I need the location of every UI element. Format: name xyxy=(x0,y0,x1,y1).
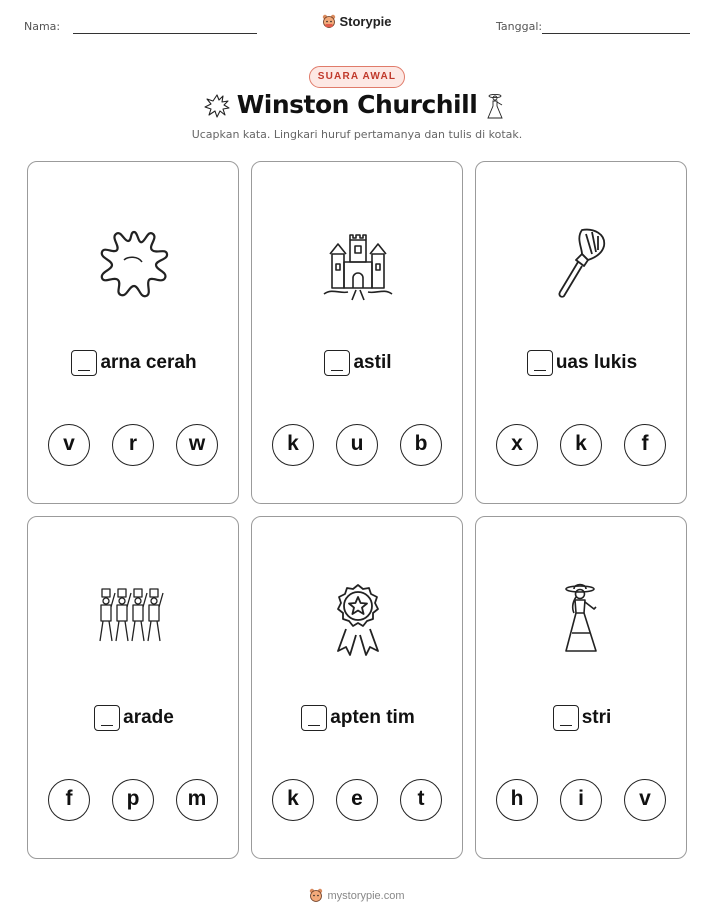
letter-choice[interactable]: k xyxy=(272,779,314,821)
letter-choice[interactable]: p xyxy=(112,779,154,821)
word-card xyxy=(475,161,687,504)
word-text: astil xyxy=(353,352,392,373)
footer-url[interactable]: mystorypie.com xyxy=(327,890,405,902)
letter-choice[interactable]: e xyxy=(336,779,378,821)
page-title: Winston Churchill xyxy=(236,90,478,119)
word-prompt xyxy=(476,350,688,376)
paintbrush-icon xyxy=(542,224,622,304)
letter-choice[interactable]: w xyxy=(176,424,218,466)
word-card xyxy=(251,161,463,504)
instructions: Ucapkan kata. Lingkari huruf pertamanya dan tulis di kotak. xyxy=(191,128,523,141)
word-prompt xyxy=(252,350,464,376)
letter-choice[interactable]: f xyxy=(48,779,90,821)
letter-choice[interactable]: i xyxy=(560,779,602,821)
word-prompt xyxy=(28,705,240,731)
name-line[interactable] xyxy=(73,33,257,34)
word-text: arade xyxy=(123,707,174,728)
answer-box[interactable] xyxy=(324,350,350,376)
brand-logo xyxy=(0,14,714,29)
lady-in-dress-icon xyxy=(483,92,507,120)
brand-name: Storypie xyxy=(339,14,392,29)
letter-choice[interactable]: v xyxy=(624,779,666,821)
word-prompt xyxy=(28,350,240,376)
category-badge: SUARA AWAL xyxy=(309,66,405,88)
storypie-logo-icon xyxy=(309,888,323,902)
word-card xyxy=(251,516,463,859)
letter-choice[interactable]: k xyxy=(272,424,314,466)
lady-in-dress-icon xyxy=(542,579,622,659)
marching-soldiers-icon xyxy=(94,579,174,659)
castle-icon xyxy=(318,224,398,304)
word-text: apten tim xyxy=(330,707,415,728)
word-card xyxy=(27,161,239,504)
letter-choice[interactable]: u xyxy=(336,424,378,466)
footer xyxy=(0,888,714,902)
letter-choice[interactable]: b xyxy=(400,424,442,466)
answer-box[interactable] xyxy=(527,350,553,376)
word-card xyxy=(475,516,687,859)
letter-choice[interactable]: k xyxy=(560,424,602,466)
word-text: arna cerah xyxy=(100,352,197,373)
answer-box[interactable] xyxy=(553,705,579,731)
word-text: stri xyxy=(581,707,612,728)
letter-choice[interactable]: v xyxy=(48,424,90,466)
storypie-logo-icon xyxy=(322,14,336,28)
date-label: Tanggal: xyxy=(496,20,543,33)
name-label: Nama: xyxy=(24,20,61,33)
letter-choice[interactable]: f xyxy=(624,424,666,466)
answer-box[interactable] xyxy=(71,350,97,376)
word-card xyxy=(27,516,239,859)
paint-splat-icon xyxy=(94,224,174,304)
word-prompt xyxy=(252,705,464,731)
answer-box[interactable] xyxy=(301,705,327,731)
letter-choice[interactable]: t xyxy=(400,779,442,821)
letter-choice[interactable]: r xyxy=(112,424,154,466)
award-rosette-icon xyxy=(318,579,398,659)
word-prompt xyxy=(476,705,688,731)
letter-choice[interactable]: h xyxy=(496,779,538,821)
word-text: uas lukis xyxy=(555,352,638,373)
date-line[interactable] xyxy=(542,33,690,34)
letter-choice[interactable]: x xyxy=(496,424,538,466)
letter-choice[interactable]: m xyxy=(176,779,218,821)
answer-box[interactable] xyxy=(94,705,120,731)
